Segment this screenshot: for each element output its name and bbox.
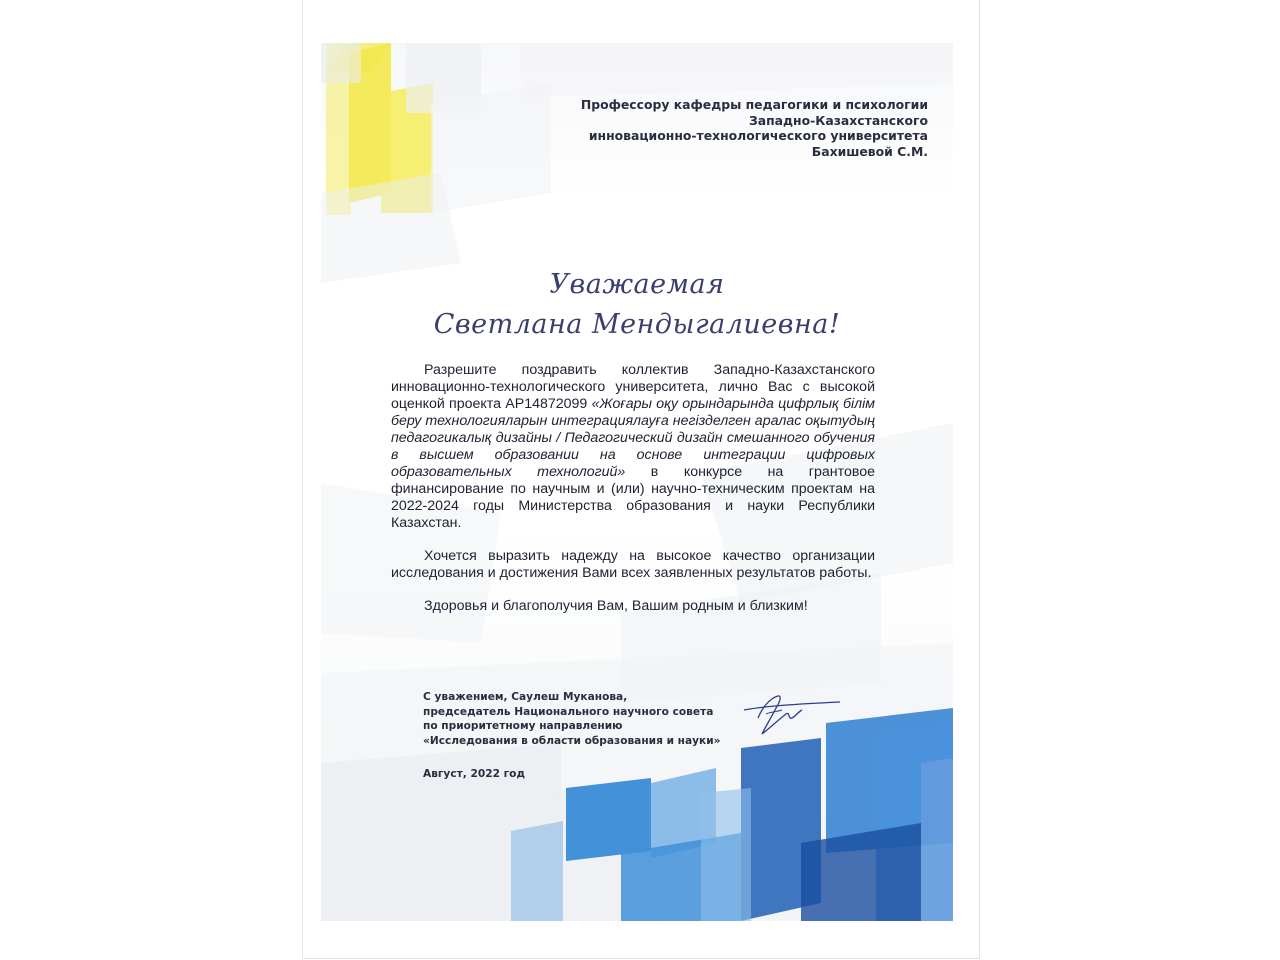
letter-sheet: [321, 43, 953, 921]
blue-block: [701, 788, 751, 921]
paragraph: Здоровья и благополучия Вам, Вашим родным и близким!: [424, 598, 808, 614]
paragraph-text: Разрешите поздравить коллектив Западно-Казахстанского инновационно-технологического университета, лично Вас с высокой оценкой проекта AP14872099: [391, 362, 875, 412]
paragraph-text: в конкурсе на грантовое финансирование по научным и (или) научно-техническим проектам на 2022-2024 годы Министерства образования и науки Республики Казахстан.: [391, 464, 875, 531]
recipient-address: [508, 97, 928, 159]
recipient-line: Профессору кафедры педагогики и психологии: [580, 97, 928, 112]
handwritten-signature: [736, 688, 846, 743]
salutation-line: Уважаемая: [549, 269, 725, 300]
blue-block: [566, 778, 651, 861]
project-title: «Жоғары оқу орындарында цифрлық білім беру технологияларын интеграциялауға негізделген аралас оқытудың педагогикалық дизайны / Педагогический дизайн смешанного обучения в высшем образовании на основе интеграции цифровых образовательных технологий»: [391, 396, 875, 480]
recipient-line: Бахишевой С.М.: [811, 143, 928, 159]
blue-block: [921, 758, 953, 921]
paragraph: Хочется выразить надежду на высокое качество организации исследования и достижения Вами всех заявленных результатов работы.: [391, 548, 875, 581]
recipient-line: инновационно-технологического университета: [588, 128, 928, 143]
signature-line: С уважением, Саулеш Муканова,: [423, 691, 628, 703]
blue-block: [511, 821, 563, 921]
letter-date: Август, 2022 год: [423, 768, 526, 780]
signature-line: по приоритетному направлению: [423, 720, 623, 732]
letter-body: [391, 362, 875, 615]
grey-block: [321, 43, 361, 83]
signature-line: «Исследования в области образования и науки»: [423, 734, 721, 747]
salutation-line: Светлана Мендыгалиевна!: [433, 309, 841, 340]
recipient-line: Западно-Казахстанского: [748, 112, 928, 128]
grey-block: [521, 43, 953, 98]
salutation: [321, 265, 953, 345]
paragraph: [391, 362, 875, 532]
signature-block: [423, 690, 721, 748]
signature-line: председатель Национального научного совета: [423, 705, 714, 718]
